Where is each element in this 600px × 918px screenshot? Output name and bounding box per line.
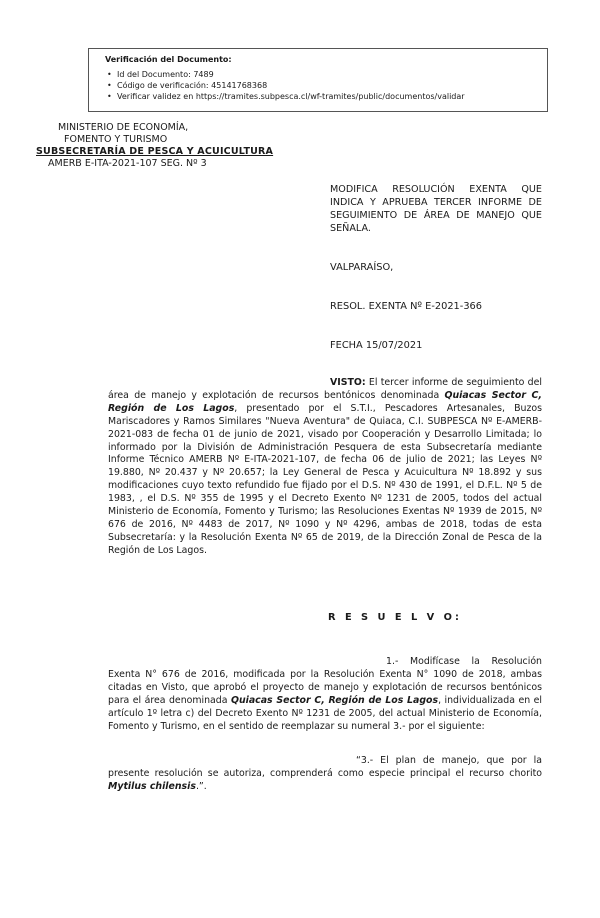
- reference-code: AMERB E-ITA-2021-107 SEG. Nº 3: [48, 158, 207, 169]
- document-id: • Id del Documento: 7489: [117, 69, 539, 80]
- verification-title: Verificación del Documento:: [105, 55, 232, 64]
- ministry-name-line2: FOMENTO Y TURISMO: [64, 134, 168, 145]
- verification-box: [88, 48, 548, 112]
- species-name: Mytilus chilensis: [108, 780, 196, 792]
- article-1-text-1: 1.- Modifícase la Resolución Exenta N° 676 de 2016, modificada por la Resolución Exenta N° 1090 de 2018, ambas citadas en Visto, que aprobó el proyecto de manejo y explotación de recursos bentónicos para el área denominada: [108, 656, 542, 706]
- verification-code: • Código de verificación: 45141768368: [117, 80, 539, 91]
- verification-list: [105, 69, 539, 102]
- ministry-name: MINISTERIO DE ECONOMÍA,: [58, 122, 189, 133]
- place: VALPARAÍSO,: [330, 262, 394, 273]
- ministry-header: [36, 122, 286, 170]
- subsecretaria-name: SUBSECRETARÍA DE PESCA Y ACUICULTURA: [36, 146, 274, 157]
- article-1-text-2: , individualizada en el artículo 1º letra c) del Decreto Exento Nº 1231 de 2005, del actual Ministerio de Economía, Fomento y Turismo, en el sentido de reemplazar su numeral 3.- por el siguiente:: [108, 694, 542, 732]
- resolution-subject: MODIFICA RESOLUCIÓN EXENTA QUE INDICA Y APRUEBA TERCER INFORME DE SEGUIMIENTO DE ÁREA DE MANEJO QUE SEÑALA.: [330, 184, 542, 234]
- visto-paragraph: [108, 377, 542, 558]
- quote-paragraph: [108, 755, 542, 794]
- article-1-area-name: Quiacas Sector C, Región de Los Lagos: [230, 694, 439, 706]
- resuelvo-heading: R E S U E L V O:: [328, 612, 462, 623]
- visto-text-2: , presentado por el S.T.I., Pescadores Artesanales, Buzos Mariscadores y Ramos Similares "Nueva Aventura" de Quiaca, C.I. SUBPESCA Nº E-AMERB-2021-083 de fecha 01 de junio de 2021, visado por Cooperación y Desarrollo Limitada; lo informado por la División de Administración Pesquera de esta Subsecretaría mediante Informe Técnico AMERB Nº E-ITA-2021-107, de fecha 06 de julio de 2021; las Leyes Nº 19.880, Nº 20.437 y Nº 20.657; la Ley General de Pesca y Acuicultura Nº 18.892 y sus modificaciones cuyo texto refundido fue fijado por el D.S. Nº 430 de 1991, el D.F.L. Nº 5 de 1983, , el D.S. Nº 355 de 1995 y el Decreto Exento Nº 1231 de 2005, todos del actual Ministerio de Economía, Fomento y Turismo; las Resoluciones Exentas Nº 1939 de 2015, Nº 676 de 2016, Nº 4483 de 2017, Nº 1090 y Nº 4296, ambas de 2018, todas de esta Subsecretaría: y la Resolución Exenta Nº 65 de 2019, de la Dirección Zonal de Pesca de la Región de Los Lagos.: [108, 402, 542, 556]
- visto-label: VISTO:: [330, 377, 366, 388]
- quote-text-2: .”.: [195, 780, 207, 792]
- verification-link[interactable]: • Verificar validez en https://tramites.subpesca.cl/wf-tramites/public/documentos/validar: [117, 91, 539, 102]
- quote-text-1: “3.- El plan de manejo, que por la presente resolución se autoriza, comprenderá como especie principal el recurso chorito: [108, 755, 542, 779]
- visto-area-name: Quiacas Sector C, Región de Los Lagos: [108, 389, 542, 414]
- visto-text-1: El tercer informe de seguimiento del área de manejo y explotación de recursos bentónicos denominada: [108, 377, 542, 401]
- article-1-paragraph: [108, 656, 542, 733]
- resolution-date: FECHA 15/07/2021: [330, 340, 423, 351]
- resolution-number: RESOL. EXENTA Nº E-2021-366: [330, 301, 483, 312]
